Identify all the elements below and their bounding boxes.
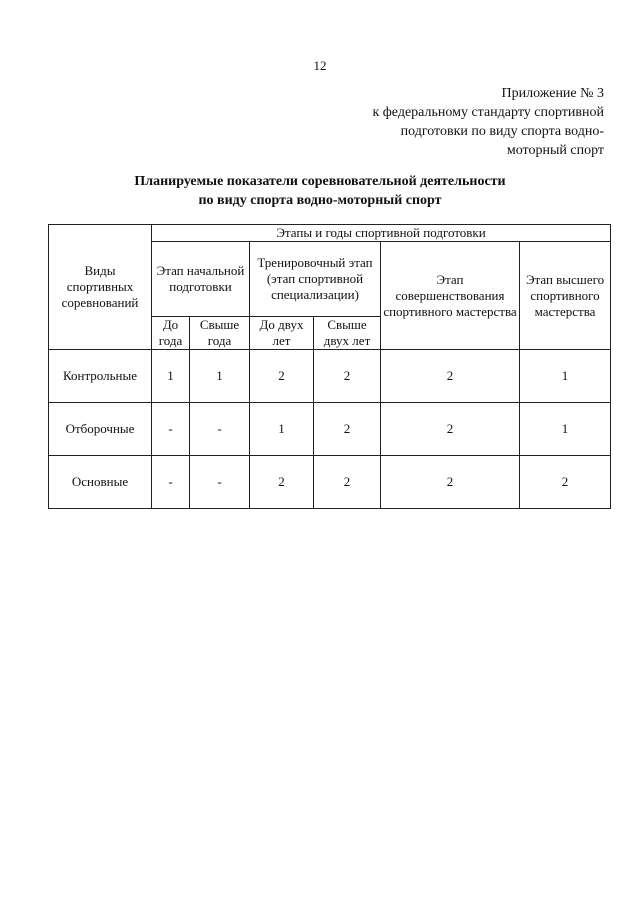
table-cell: 2: [250, 456, 314, 509]
competition-types-header: Виды спортивных соревнований: [49, 225, 152, 350]
title-line: Планируемые показатели соревновательной деятельности: [134, 174, 506, 189]
appendix-line: Приложение № 3: [501, 86, 604, 101]
sub-over-year-header: Свыше года: [190, 317, 250, 350]
table-cell: 1: [520, 403, 611, 456]
stage-improvement-header: Этап совершенствования спортивного мастерства: [381, 242, 520, 350]
table-cell: 2: [314, 350, 381, 403]
title-line: по виду спорта водно-моторный спорт: [198, 193, 442, 208]
stage-highest-header: Этап высшего спортивного мастерства: [520, 242, 611, 350]
table-cell: 1: [152, 350, 190, 403]
table-cell: 2: [381, 456, 520, 509]
sub-up-to-year-header: До года: [152, 317, 190, 350]
table-cell: 2: [314, 456, 381, 509]
table-cell: -: [152, 403, 190, 456]
table-cell: -: [190, 456, 250, 509]
table-row: [49, 456, 611, 509]
table-cell: 2: [520, 456, 611, 509]
page-number: 12: [313, 58, 327, 73]
table-cell: -: [152, 456, 190, 509]
competition-kind: Отборочные: [49, 403, 152, 456]
competition-kind: Контрольные: [49, 350, 152, 403]
table-row: [49, 350, 611, 403]
document-title: [0, 172, 640, 210]
indicators-table: [48, 224, 611, 509]
table-cell: 2: [250, 350, 314, 403]
table-cell: 2: [381, 350, 520, 403]
table-cell: -: [190, 403, 250, 456]
stage-training-header: Тренировочный этап (этап спортивной специализации): [250, 242, 381, 317]
appendix-line: подготовки по виду спорта водно-: [400, 124, 604, 139]
table-cell: 1: [520, 350, 611, 403]
appendix-line: к федеральному стандарту спортивной: [372, 105, 604, 120]
appendix-line: моторный спорт: [506, 143, 604, 158]
appendix-header: [372, 84, 604, 160]
stage-initial-header: Этап начальной подготовки: [152, 242, 250, 317]
sub-up-to-two-years-header: До двух лет: [250, 317, 314, 350]
competition-kind: Основные: [49, 456, 152, 509]
sub-over-two-years-header: Свыше двух лет: [314, 317, 381, 350]
table-cell: 1: [250, 403, 314, 456]
table-cell: 2: [381, 403, 520, 456]
table-cell: 2: [314, 403, 381, 456]
table-row: [49, 403, 611, 456]
table-cell: 1: [190, 350, 250, 403]
stages-header: Этапы и годы спортивной подготовки: [152, 225, 611, 242]
